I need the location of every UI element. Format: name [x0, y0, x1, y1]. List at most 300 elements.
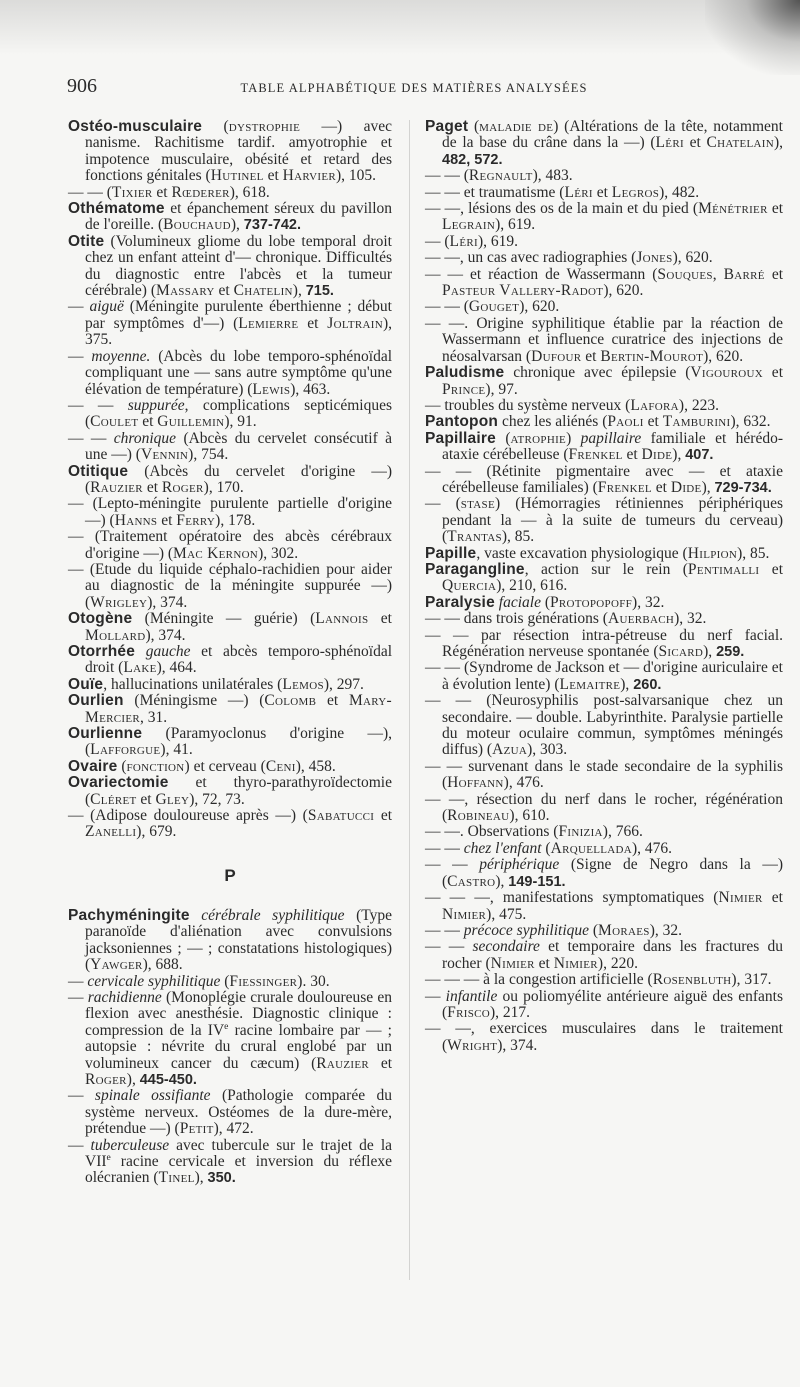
- index-headword: Ourlien: [68, 692, 124, 710]
- entry-text: ) (Altérations de la tête, notamment de la base du crâne dans la —) (: [442, 118, 783, 152]
- small-caps-text: Yawger: [90, 956, 143, 974]
- small-caps-text: Arquellada: [550, 839, 632, 857]
- index-entry: [425, 595, 783, 611]
- italic-qualifier: suppurée: [127, 396, 185, 414]
- bold-page-reference: 350.: [207, 1170, 236, 1187]
- small-caps-text: Mac Kernon: [173, 544, 259, 562]
- entry-text: ), 32.: [649, 921, 682, 939]
- bold-page-reference: 149-151.: [508, 873, 566, 890]
- entry-text: — — et réaction de Wassermann (: [425, 265, 658, 283]
- index-headword: Papillaire: [425, 429, 496, 447]
- entry-text: — —, un cas avec radiographies (: [425, 249, 637, 267]
- superscript-letter: e: [106, 1151, 111, 1163]
- entry-text: — (: [425, 232, 450, 250]
- index-headword: Ouïe: [68, 675, 104, 693]
- small-caps-text: Nimier: [718, 889, 763, 907]
- entry-text: ), 374.: [497, 1036, 538, 1054]
- left-column: [68, 119, 392, 1187]
- entry-text: ), 220.: [597, 954, 638, 972]
- italic-qualifier: gauche: [145, 643, 191, 660]
- entry-text: —: [68, 1087, 95, 1105]
- entry-text: et: [138, 413, 158, 431]
- entry-text: et: [683, 134, 707, 152]
- italic-qualifier: chronique: [113, 429, 177, 447]
- small-caps-text: Wright: [447, 1036, 498, 1054]
- entry-text: ), 32.: [632, 593, 665, 611]
- entry-text: et: [534, 954, 554, 972]
- entry-text: ),: [495, 872, 509, 890]
- index-entry: [68, 299, 392, 348]
- entry-text: —: [68, 347, 92, 365]
- index-entry: [425, 414, 783, 430]
- index-entry: [425, 234, 783, 250]
- index-headword: Ovariectomie: [68, 774, 169, 792]
- small-caps-text: Dufour: [531, 347, 582, 365]
- entry-text: — (Adipose douloureuse après —) (: [68, 807, 308, 825]
- small-caps-text: Mollard: [85, 626, 146, 644]
- small-caps-text: Lafforgue: [90, 741, 161, 759]
- small-caps-text: Roger: [85, 1070, 127, 1088]
- entry-text: et: [368, 610, 392, 628]
- small-caps-text: Quercia: [442, 577, 497, 595]
- small-caps-text: Tixier: [111, 183, 153, 201]
- entry-text: ), 374.: [147, 593, 188, 611]
- entry-text: ), 620.: [703, 347, 744, 365]
- entry-text: — (Etude du liquide céphalo-rachidien pour aider au diagnostic de la méningite suppurée —) (: [68, 560, 392, 611]
- small-caps-text: Fiessinger: [229, 972, 298, 990]
- small-caps-text: Tamburini: [662, 413, 731, 431]
- index-entry: [425, 939, 783, 972]
- entry-text: (Méningisme —) (: [123, 692, 265, 710]
- small-caps-text: Vigouroux: [690, 364, 763, 382]
- small-caps-text: Vennin: [140, 446, 189, 464]
- small-caps-text: Lake: [123, 659, 157, 677]
- entry-text: ), 105.: [336, 167, 377, 185]
- small-caps-text: Léri: [449, 232, 478, 250]
- entry-text: (Abcès du lobe temporo-sphénoïdal compliquant une — sans autre symptôme qu'une élévation de température) (: [85, 347, 393, 398]
- entry-text: — —: [68, 429, 114, 447]
- section-letter: P: [224, 865, 236, 885]
- entry-text: , action sur le rein (: [524, 560, 688, 578]
- index-entry: [68, 398, 392, 431]
- entry-text: — —. Observations (: [425, 823, 559, 841]
- index-entry: [425, 201, 783, 234]
- entry-text: (Paramyoclonus d'origine —), (: [85, 725, 392, 759]
- small-caps-text: Ferry: [176, 511, 216, 529]
- small-caps-text: Harvier: [282, 167, 337, 185]
- index-entry: [425, 316, 783, 365]
- index-entry: [425, 611, 783, 627]
- entry-text: et: [136, 790, 156, 808]
- entry-text: ), 766.: [602, 823, 643, 841]
- entry-text: — — (: [425, 167, 469, 185]
- entry-text: et: [157, 511, 177, 529]
- entry-text: ), 217.: [490, 1003, 531, 1021]
- entry-text: —) avec nanisme. Rachitisme tardif. amyotrophie et impotence musculaire, obésité et retard des fonctions génitales (: [85, 118, 392, 185]
- small-caps-text: Rauzier: [316, 1054, 370, 1072]
- entry-text: ), 463.: [290, 380, 331, 398]
- bold-page-reference: 715.: [305, 283, 334, 300]
- small-caps-text: Lemos: [282, 675, 324, 693]
- index-entry: [425, 250, 783, 266]
- small-caps-text: Protopopoff: [550, 593, 633, 611]
- entry-text: ), 688.: [142, 956, 183, 974]
- index-entry: [68, 693, 392, 726]
- entry-text: (Méningite purulente éberthienne ; début par symptômes d'—) (: [85, 298, 392, 332]
- entry-text: ), 85.: [737, 544, 770, 562]
- index-entry: [68, 185, 392, 201]
- entry-text: (: [220, 972, 230, 990]
- entry-text: — —: [68, 396, 128, 414]
- small-caps-text: Pasteur Vallery-Radot: [442, 282, 604, 300]
- small-caps-text: Zanelli: [85, 823, 137, 841]
- index-headword: Paragangline: [425, 560, 525, 578]
- entry-text: — —: [425, 856, 480, 874]
- small-caps-text: Guillemin: [157, 413, 225, 431]
- small-caps-text: Nimier: [553, 954, 598, 972]
- entry-text: , hallucinations unilatérales (: [103, 675, 283, 693]
- entry-text: —: [68, 972, 88, 990]
- entry-text: ), 297.: [323, 675, 364, 693]
- index-entry: [68, 119, 392, 185]
- entry-text: (Volumineux gliome du lobe temporal droit chez un enfant atteint d'— chronique. Difficultés du diagnostic entre l'abcès et la tumeur cérébrale) (: [85, 232, 392, 300]
- entry-text: et: [759, 560, 783, 578]
- small-caps-text: Gouget: [468, 298, 520, 316]
- small-caps-text: Petit: [179, 1120, 214, 1138]
- entry-text: ),: [703, 643, 717, 660]
- entry-text: ), 223.: [678, 396, 719, 414]
- index-entry: [68, 611, 392, 644]
- entry-text: (Signe de Negro dans la —) (: [442, 856, 784, 890]
- index-headword: Pachyméningite: [68, 906, 190, 924]
- small-caps-text: Léri: [564, 183, 593, 201]
- italic-qualifier: spinale ossifiante: [94, 1087, 211, 1105]
- index-entry: [425, 693, 783, 759]
- entry-text: , 31.: [140, 708, 168, 726]
- italic-qualifier: rachidienne: [87, 988, 162, 1006]
- small-caps-text: Souques: [657, 265, 713, 283]
- index-entry: [68, 726, 392, 759]
- entry-text: avec tubercule sur le trajet de la VII: [85, 1136, 393, 1170]
- index-entry: [68, 562, 392, 611]
- index-entry: [425, 824, 783, 840]
- entry-text: , complications septicémiques (: [85, 396, 392, 431]
- index-entry: [425, 168, 783, 184]
- entry-text: et: [581, 347, 601, 365]
- index-entry: [68, 759, 392, 775]
- index-entry: [68, 1088, 392, 1137]
- index-entry: [68, 431, 392, 464]
- entry-text: et thyro-parathyroïdectomie (: [85, 774, 392, 808]
- running-title: TABLE ALPHABÉTIQUE DES MATIÈRES ANALYSÉES: [240, 81, 588, 95]
- column-rule: [409, 120, 410, 1280]
- index-entry: [425, 398, 783, 414]
- entry-text: et: [592, 183, 612, 201]
- index-entry: [425, 792, 783, 825]
- small-caps-text: Hutinel: [210, 167, 264, 185]
- italic-qualifier: cervicale syphilitique: [87, 972, 221, 990]
- small-caps-text: Prince: [442, 380, 486, 398]
- entry-text: ), 170.: [203, 478, 244, 496]
- entry-text: et: [643, 413, 663, 431]
- index-entry: [68, 1138, 392, 1187]
- entry-text: (Méningite — guérie) (: [132, 610, 316, 628]
- entry-text: ),: [672, 446, 686, 464]
- italic-qualifier: cérébrale syphilitique: [201, 906, 345, 924]
- scan-shadow: [0, 0, 800, 55]
- small-caps-text: Nimier: [442, 905, 487, 923]
- index-entry: [425, 923, 783, 939]
- small-caps-text: Frenkel: [568, 446, 623, 464]
- small-caps-text: Hilpion: [687, 544, 738, 562]
- small-caps-text: stase: [460, 495, 495, 513]
- index-headword: Ostéo-musculaire: [68, 118, 203, 135]
- index-entry: [68, 808, 392, 841]
- entry-text: (Abcès du cervelet d'origine —) (: [85, 462, 392, 496]
- entry-text: ), 375.: [85, 314, 392, 349]
- small-caps-text: Coulet: [90, 413, 139, 431]
- right-column: [425, 119, 783, 1054]
- entry-text: —: [68, 298, 90, 316]
- small-caps-text: atrophie: [510, 429, 567, 447]
- entry-text: racine lombaire par — ; autopsie : névrite du crural englobé par un volumineux cancer du cæcum) (: [85, 1021, 392, 1072]
- index-entry: [425, 119, 783, 168]
- italic-qualifier: infantile: [445, 987, 498, 1005]
- entry-text: (: [589, 921, 599, 939]
- small-caps-text: Legros: [611, 183, 660, 201]
- entry-text: , vaste excavation physiologique (: [476, 544, 688, 562]
- small-caps-text: Moraes: [598, 921, 650, 939]
- index-entry: [425, 185, 783, 201]
- small-caps-text: Lannois: [315, 610, 369, 628]
- small-caps-text: Roger: [161, 478, 204, 496]
- small-caps-text: Chatelin: [233, 282, 293, 300]
- index-headword: Paludisme: [425, 364, 505, 382]
- small-caps-text: Rœderer: [171, 183, 230, 201]
- entry-text: (: [117, 757, 127, 775]
- small-caps-text: Nimier: [490, 954, 535, 972]
- small-caps-text: Lewis: [252, 380, 291, 398]
- small-caps-text: Lemierre: [238, 314, 299, 332]
- entry-text: — (: [425, 495, 461, 513]
- index-entry: [425, 267, 783, 300]
- italic-qualifier: chez l'enfant: [463, 839, 542, 857]
- index-headword: Otogène: [68, 610, 133, 628]
- index-entry: [68, 349, 392, 398]
- entry-text: ), 303.: [527, 741, 568, 759]
- entry-text: (Monoplégie crurale douloureuse en flexion avec anesthésie. Diagnostic clinique : compression de la IV: [85, 988, 392, 1039]
- entry-text: ), 302.: [258, 544, 299, 562]
- entry-text: et: [374, 807, 393, 825]
- italic-qualifier: périphérique: [479, 856, 560, 874]
- index-entry: [68, 644, 392, 677]
- italic-qualifier: aiguë: [89, 298, 124, 316]
- index-entry: [425, 759, 783, 792]
- index-entry: [68, 990, 392, 1088]
- entry-text: ou poliomyélite antérieure aiguë des enfants (: [442, 987, 784, 1021]
- entry-text: (: [541, 839, 551, 857]
- small-caps-text: Legrain: [442, 216, 496, 234]
- index-entry: [68, 496, 392, 529]
- index-entry: [425, 562, 783, 595]
- small-caps-text: Ceni: [265, 757, 296, 775]
- index-headword: Ourlienne: [68, 725, 143, 743]
- entry-text: —: [68, 988, 88, 1006]
- index-entry: [68, 464, 392, 497]
- entry-text: et: [622, 446, 642, 464]
- entry-text: et: [142, 478, 162, 496]
- small-caps-text: Finizia: [558, 823, 603, 841]
- entry-text: ), 97.: [485, 380, 518, 398]
- entry-text: — —: [425, 938, 473, 956]
- entry-text: — —. Origine syphilitique établie par la réaction de Wassermann et influence curatrice des injections de néosalvarsan (: [425, 314, 783, 365]
- entry-text: ), 754.: [188, 446, 229, 464]
- index-entry: [425, 546, 783, 562]
- entry-text: (Pathologie comparée du système nerveux. Ostéomes de la dure-mère, prétendue —) (: [85, 1087, 393, 1138]
- small-caps-text: Mary-Mercier: [85, 692, 393, 726]
- entry-text: ) et cerveau (: [184, 757, 266, 775]
- entry-text: ),: [773, 134, 783, 152]
- entry-text: ), 618.: [229, 183, 270, 201]
- small-caps-text: dystrophie: [228, 118, 301, 135]
- italic-qualifier: tuberculeuse: [90, 1136, 170, 1154]
- entry-text: ), 610.: [509, 807, 550, 825]
- entry-text: et: [767, 200, 784, 218]
- entry-text: ), 476.: [503, 774, 544, 792]
- small-caps-text: Lemaitre: [559, 675, 621, 693]
- bold-page-reference: 259.: [716, 644, 745, 660]
- entry-text: — — — à la congestion artificielle (: [425, 971, 653, 989]
- italic-qualifier: papillaire: [580, 429, 642, 447]
- entry-text: et: [152, 183, 172, 201]
- entry-text: ,: [712, 265, 724, 283]
- index-entry: [425, 972, 783, 988]
- entry-text: et abcès temporo-sphénoïdal droit (: [85, 643, 393, 677]
- index-entry: [68, 201, 392, 234]
- entry-text: (Abcès du cervelet consécutif à une —) (: [85, 429, 393, 464]
- small-caps-text: Bertin-Mourot: [600, 347, 704, 365]
- index-entry: [68, 677, 392, 693]
- entry-text: ), 464.: [156, 659, 197, 677]
- entry-text: ), 483.: [532, 167, 573, 185]
- small-caps-text: Rosenbluth: [652, 971, 732, 989]
- entry-text: — (Lepto-méningite purulente partielle d'origine —) (: [68, 495, 392, 529]
- small-caps-text: Frenkel: [597, 478, 652, 496]
- entry-text: — troubles du système nerveux (: [425, 396, 631, 414]
- small-caps-text: Lafora: [630, 396, 679, 414]
- index-headword: Otorrhée: [68, 643, 136, 660]
- entry-text: — — (: [68, 183, 112, 201]
- entry-text: — —, résection du nerf dans le rocher, régénération (: [425, 790, 783, 825]
- entry-text: —: [68, 1136, 91, 1154]
- small-caps-text: Barré: [723, 265, 765, 283]
- bold-page-reference: 729-734.: [714, 479, 772, 496]
- entry-text: ). 30.: [297, 972, 330, 990]
- index-headword: Pantopon: [425, 413, 499, 431]
- index-entry: [425, 431, 783, 464]
- entry-text: [135, 643, 146, 660]
- italic-qualifier: précoce syphilitique: [463, 921, 589, 939]
- entry-text: ), 41.: [160, 741, 193, 759]
- small-caps-text: Bouchaud: [163, 216, 231, 234]
- entry-text: — — (Syndrome de Jackson et — d'origine auriculaire et à évolution lente) (: [425, 659, 783, 693]
- entry-text: et: [369, 1054, 392, 1072]
- bold-page-reference: 737-742.: [243, 217, 302, 234]
- entry-text: racine cervicale et inversion du réflexe olécranien (: [85, 1152, 392, 1187]
- entry-text: —: [425, 987, 446, 1005]
- index-entry: [68, 908, 392, 974]
- index-entry: [425, 890, 783, 923]
- entry-text: — — et traumatisme (: [425, 183, 565, 201]
- entry-text: ), 91.: [224, 413, 257, 431]
- index-entry: [425, 660, 783, 693]
- small-caps-text: Wrigley: [90, 593, 148, 611]
- index-headword: Ovaire: [68, 757, 118, 775]
- entry-text: et: [263, 167, 283, 185]
- entry-text: ), 679.: [136, 823, 177, 841]
- small-caps-text: Dide: [670, 478, 702, 496]
- entry-text: — — —, manifestations symptomatiques (: [425, 889, 719, 907]
- entry-text: ),: [620, 675, 634, 693]
- italic-qualifier: faciale: [498, 593, 541, 611]
- entry-text: (: [202, 118, 229, 135]
- entry-text: — — par résection intra-pétreuse du nerf facial. Régénération nerveuse spontanée (: [425, 626, 783, 660]
- entry-text: — — (Neurosyphilis post-salvarsanique chez un secondaire. — double. Labyrinthite. Paralysie partielle du moteur oculaire commun, symptômes méningés diffus) (: [425, 692, 783, 759]
- entry-text: ), 619.: [495, 216, 536, 234]
- bold-page-reference: 482, 572.: [442, 151, 503, 168]
- small-caps-text: Chatelain: [706, 134, 774, 152]
- entry-text: — —, exercices musculaires dans le traitement (: [425, 1020, 783, 1054]
- entry-text: ), 472.: [213, 1120, 254, 1138]
- entry-text: chronique avec épilepsie (: [504, 364, 691, 382]
- entry-text: (: [540, 593, 550, 611]
- entry-text: (Type paranoïde d'aliénation avec convulsions jacksoniennes ; — ; constatations histologiques) (: [85, 906, 392, 974]
- small-caps-text: Sicard: [658, 643, 704, 660]
- index-headword: Othématome: [68, 200, 165, 218]
- entry-text: et: [651, 478, 671, 496]
- entry-text: ), 476.: [632, 839, 673, 857]
- small-caps-text: Jones: [636, 249, 673, 267]
- index-headword: Paralysie: [425, 593, 495, 611]
- entry-text: ): [566, 429, 581, 447]
- entry-text: et: [762, 889, 783, 907]
- index-headword: Paget: [425, 118, 469, 135]
- small-caps-text: Frisco: [447, 1003, 490, 1021]
- italic-qualifier: moyenne.: [91, 347, 151, 365]
- index-entry: [68, 529, 392, 562]
- entry-text: — — survenant dans le stade secondaire de la syphilis (: [425, 757, 783, 792]
- entry-text: familiale et hérédo-ataxie cérébelleuse (: [442, 429, 783, 464]
- entry-text: ), 619.: [477, 232, 518, 250]
- entry-text: — —, lésions des os de la main et du pied (: [425, 200, 699, 218]
- entry-text: et: [762, 364, 783, 382]
- index-headword: Otite: [68, 232, 105, 250]
- index-entry: [425, 841, 783, 857]
- entry-text: ), 620.: [672, 249, 713, 267]
- entry-text: ), 632.: [730, 413, 771, 431]
- entry-text: ), 317.: [731, 971, 772, 989]
- entry-text: et: [298, 314, 328, 332]
- index-entry: [425, 1021, 783, 1054]
- entry-text: ),: [230, 216, 244, 234]
- small-caps-text: Auerbach: [607, 610, 675, 628]
- small-caps-text: Trantas: [447, 528, 502, 546]
- entry-text: et: [214, 282, 234, 300]
- small-caps-text: Azua: [492, 741, 528, 759]
- entry-text: ), 85.: [501, 528, 535, 546]
- entry-text: ), 72, 73.: [189, 790, 245, 808]
- small-caps-text: Hanns: [114, 511, 158, 529]
